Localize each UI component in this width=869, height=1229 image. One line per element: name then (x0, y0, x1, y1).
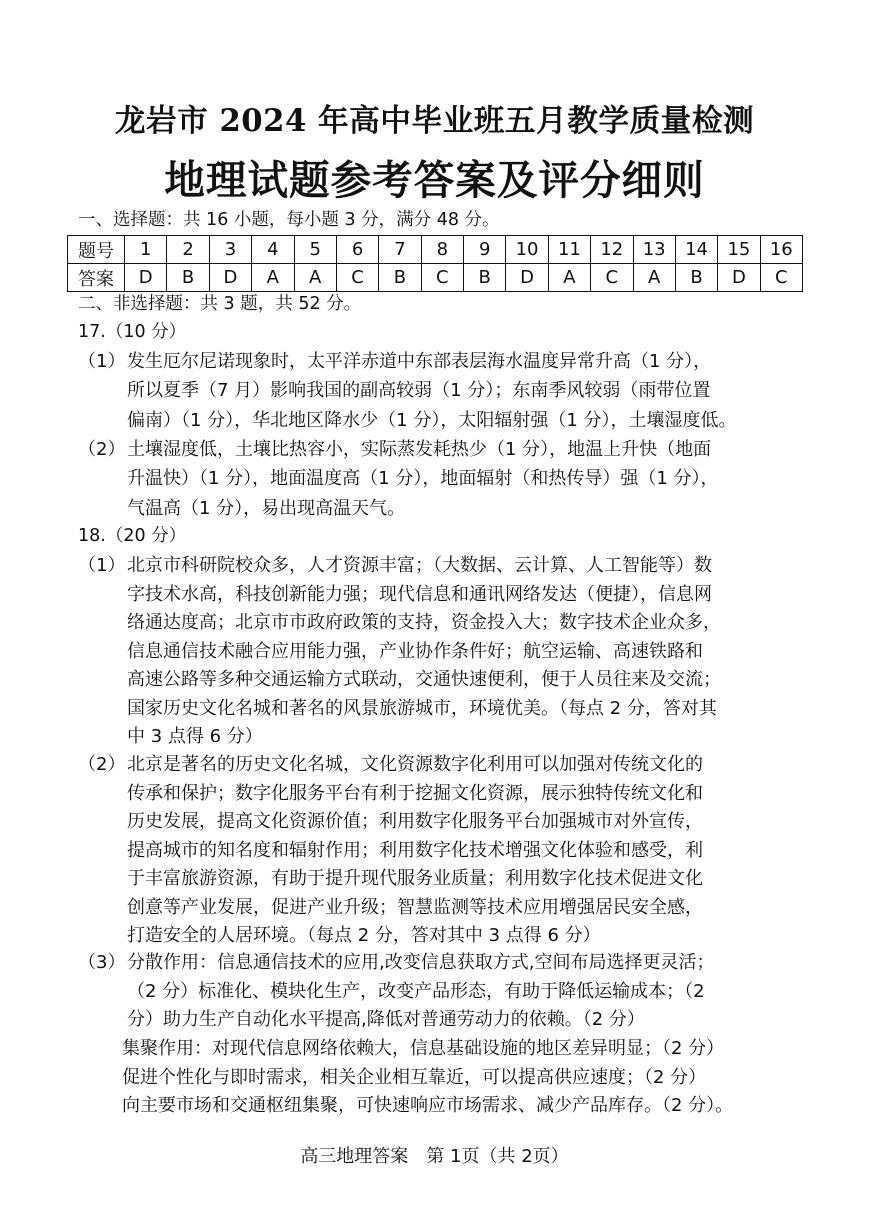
table-cell-number: 4 (252, 236, 294, 264)
table-cell-number: 12 (591, 236, 633, 264)
title-line1: 龙岩市 2024 年高中毕业班五月教学质量检测 (114, 103, 755, 139)
table-cell-number: 8 (421, 236, 463, 264)
text-line: 集聚作用：对现代信息网络依赖大，信息基础设施的地区差异明显；（2 分） (122, 1038, 725, 1059)
table-cell-answer: B (167, 264, 209, 292)
table-cell-answer: B (675, 264, 717, 292)
table-row-answers (68, 264, 803, 292)
text-line: 络通达度高；北京市市政府政策的支持，资金投入大；数字技术企业众多， (127, 612, 721, 633)
table-cell-answer: B (464, 264, 506, 292)
text-line: 所以夏季（7 月）影响我国的副高较弱（1 分）；东南季风较弱（雨带位置 (127, 380, 711, 402)
table-cell-answer: D (718, 264, 760, 292)
table-cell-number: 6 (336, 236, 378, 264)
table-cell-answer: D (125, 264, 167, 292)
q18-heading: 18.（20 分） (78, 526, 187, 546)
q17-heading: 17.（10 分） (78, 322, 187, 342)
text-line: 字技术水高，科技创新能力强；现代信息和通讯网络发达（便捷），信息网 (127, 583, 712, 605)
table-cell-answer: D (506, 264, 548, 292)
text-line: 偏南）（1 分），华北地区降水少（1 分），太阳辐射强（1 分），土壤湿度低。 (127, 409, 737, 431)
table-cell-number: 3 (209, 236, 251, 264)
text-line: 打造安全的人居环境。（每点 2 分，答对其中 3 点得 6 分） (127, 925, 601, 946)
q18-part1-number: （1） (78, 555, 126, 576)
text-line: 北京是著名的历史文化名城，文化资源数字化利用可以加强对传统文化的 (127, 754, 703, 775)
table-cell-answer: C (591, 264, 633, 292)
table-cell-answer: A (252, 264, 294, 292)
text-line: 土壤湿度低，土壤比热容小，实际蒸发耗热少（1 分），地温上升快（地面 (127, 439, 712, 460)
text-line: 分）助力生产自动化水平提高,降低对普通劳动力的依赖。（2 分） (127, 1009, 645, 1031)
table-cell-answer: A (633, 264, 675, 292)
text-line: 北京市科研院校众多，人才资源丰富；（大数据、云计算、人工智能等）数 (127, 555, 712, 576)
table-cell-answer: C (421, 264, 463, 292)
section1-heading: 一、选择题：共 16 小题，每小题 3 分，满分 48 分。 (78, 210, 500, 230)
table-cell-number: 7 (379, 236, 421, 264)
text-line: 创意等产业发展，促进产业升级；智慧监测等技术应用增强居民安全感， (127, 896, 703, 918)
table-cell-number: 14 (675, 236, 717, 264)
table-row-numbers (68, 236, 803, 264)
table-cell-number: 1 (125, 236, 167, 264)
title-line2: 地理试题参考答案及评分细则 (164, 156, 705, 204)
table-cell-answer: D (209, 264, 251, 292)
text-line: 传承和保护；数字化服务平台有利于挖掘文化资源，展示独特传统文化和 (127, 782, 703, 804)
q18-part3-number: （3） (78, 952, 126, 973)
section2-heading: 二、非选择题：共 3 题，共 52 分。 (78, 294, 362, 314)
table-header-answer: 答案 (68, 264, 125, 292)
table-cell-answer: C (760, 264, 802, 292)
table-header-number: 题号 (68, 236, 125, 264)
text-line: （2 分）标准化、模块化生产，改变产品形态，有助于降低运输成本；（2 (127, 980, 705, 1002)
table-cell-number: 10 (506, 236, 548, 264)
q17-part2-number: （2） (78, 439, 126, 460)
table-cell-number: 16 (760, 236, 802, 264)
table-cell-answer: A (294, 264, 336, 292)
text-line: 分散作用：信息通信技术的应用,改变信息获取方式,空间布局选择更灵活； (127, 952, 715, 973)
table-cell-answer: A (548, 264, 590, 292)
q17-part1-number: （1） (78, 351, 126, 372)
text-line: 中 3 点得 6 分） (127, 726, 263, 747)
table-cell-number: 11 (548, 236, 590, 264)
table-cell-number: 5 (294, 236, 336, 264)
table-cell-number: 15 (718, 236, 760, 264)
page-footer: 高三地理答案 第 1页（共 2页） (300, 1146, 569, 1167)
text-line: 气温高（1 分），易出现高温天气。 (127, 497, 406, 519)
text-line: 高速公路等多种交通运输方式联动，交通快速便利，便于人员往来及交流； (127, 669, 721, 690)
table-cell-answer: C (336, 264, 378, 292)
answer-table (67, 235, 803, 292)
text-line: 国家历史文化名城和著名的风景旅游城市，环境优美。（每点 2 分，答对其 (127, 697, 717, 719)
table-cell-answer: B (379, 264, 421, 292)
text-line: 历史发展，提高文化资源价值；利用数字化服务平台加强城市对外宣传， (127, 811, 703, 832)
text-line: 信息通信技术融合应用能力强，产业协作条件好；航空运输、高速铁路和 (127, 640, 703, 662)
text-line: 向主要市场和交通枢纽集聚，可快速响应市场需求、减少产品库存。（2 分）。 (122, 1095, 734, 1117)
table-cell-number: 9 (464, 236, 506, 264)
text-line: 升温快）（1 分），地面温度高（1 分），地面辐射（和热传导）强（1 分）， (127, 468, 719, 490)
table-cell-number: 2 (167, 236, 209, 264)
text-line: 发生厄尔尼诺现象时，太平洋赤道中东部表层海水温度异常升高（1 分）， (127, 351, 712, 372)
table-cell-number: 13 (633, 236, 675, 264)
text-line: 促进个性化与即时需求，相关企业相互靠近，可以提高供应速度；（2 分） (122, 1066, 707, 1088)
q18-part2-number: （2） (78, 754, 126, 775)
text-line: 于丰富旅游资源，有助于提升现代服务业质量；利用数字化技术促进文化 (127, 868, 703, 889)
text-line: 提高城市的知名度和辐射作用；利用数字化技术增强文化体验和感受，利 (127, 839, 703, 861)
